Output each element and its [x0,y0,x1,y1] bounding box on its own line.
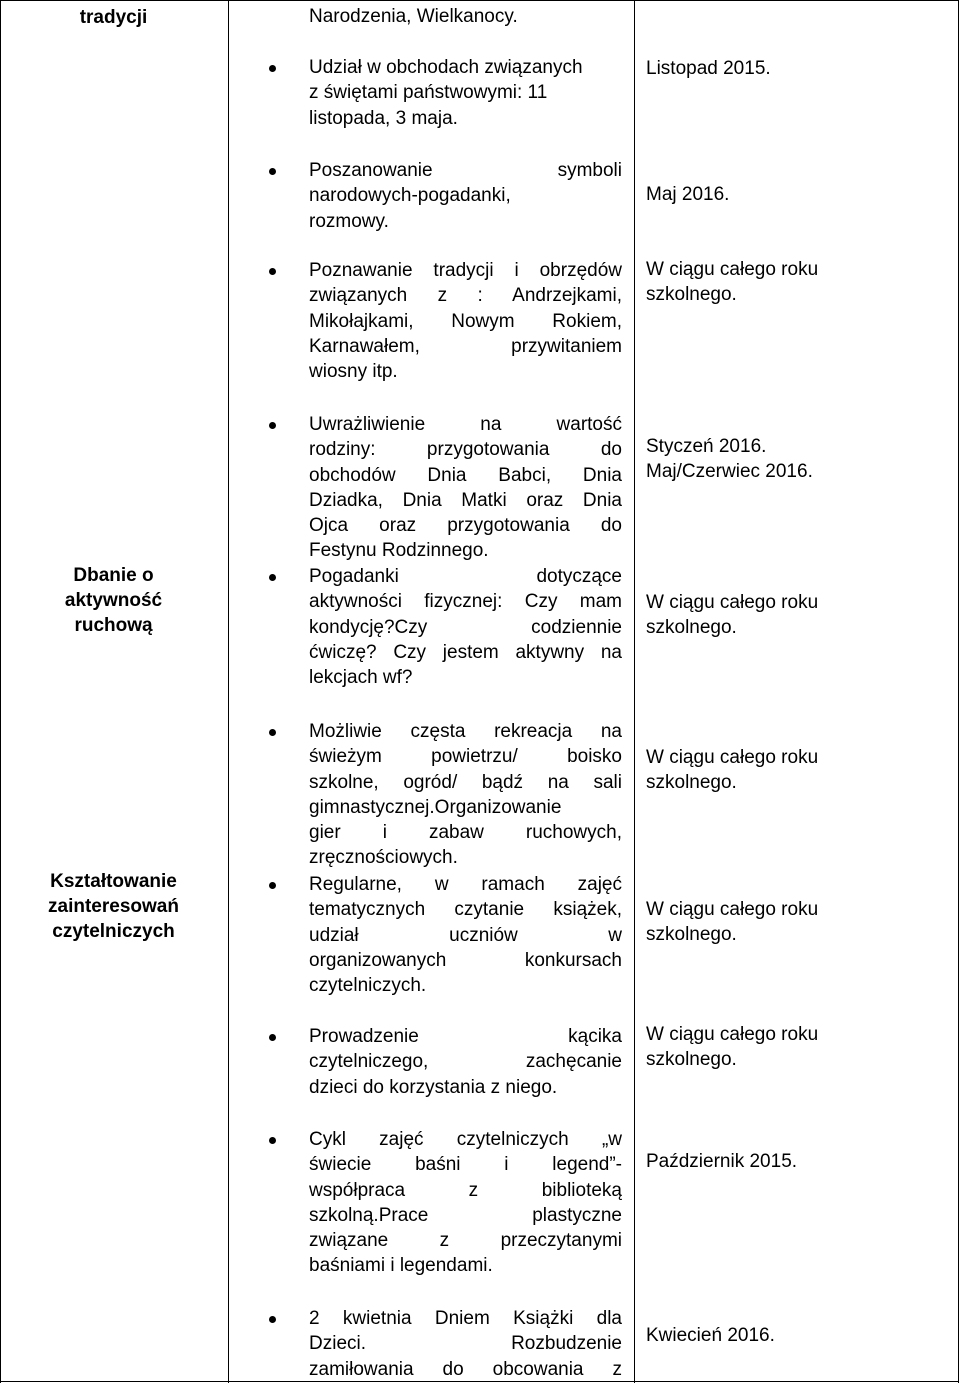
item-line: Uwrażliwienie na wartość [309,414,622,435]
item-line: listopada, 3 maja. [309,107,458,129]
table-divider-col1 [228,0,229,1383]
item-line: gier i zabaw ruchowych, [309,822,622,844]
bullet-icon [269,1034,276,1041]
date-kwiecien [646,1323,946,1348]
date-line: Maj/Czerwiec 2016. [646,461,813,482]
date-styczen [646,434,946,484]
item-line: wiosny itp. [309,361,398,383]
date-line: szkolnego. [646,1049,737,1070]
item-line: czytelniczego, zachęcanie [309,1051,622,1073]
bullet-icon [269,65,276,72]
bullet-icon [269,1316,276,1323]
date-line: szkolnego. [646,924,737,945]
date-caly-rok-2 [646,590,946,640]
date-listopad [646,56,946,81]
item-line: 2 kwietnia Dniem Książki dla [309,1308,622,1329]
item-line: z świętami państwowymi: 11 [309,82,548,104]
date-line: Maj 2016. [646,184,730,205]
item-line: udział uczniów w [309,924,622,946]
bullet-icon [269,1137,276,1144]
date-line: szkolnego. [646,772,737,793]
category-line: tradycji [79,7,148,28]
item-line: kondycję?Czy codziennie [309,616,622,638]
item-line: lekcjach wf? [309,667,413,689]
table-divider-col2 [634,0,635,1383]
category-line: czytelniczych [52,921,175,942]
item-line: narodowych-pogadanki, [309,185,511,207]
item-line: dzieci do korzystania z niego. [309,1076,558,1098]
bullet-icon [269,729,276,736]
item-line: organizowanych konkursach [309,949,622,971]
date-line: Listopad 2015. [646,58,771,79]
item-line: rodziny: przygotowania do [309,439,622,461]
list-item-kwietnia [309,1306,622,1382]
item-line: współpraca z biblioteką [309,1179,622,1201]
date-line: W ciągu całego roku [646,899,819,920]
list-item-obchody [309,55,622,131]
item-line: świeżym powietrzu/ boisko [309,746,622,768]
list-item-kacik [309,1024,622,1100]
item-line: zamiłowania do obcowania z [309,1358,622,1380]
item-line: baśniami i legendami. [309,1255,493,1277]
category-line: ruchową [74,615,153,636]
item-line: związane z przeczytanymi [309,1230,622,1252]
category-line: Dbanie o [73,565,154,586]
item-line: Cykl zajęć czytelniczych „w [309,1129,622,1150]
item-line: Poznawanie tradycji i obrzędów [309,260,622,281]
date-caly-rok-1 [646,257,946,307]
item-line: Festynu Rodzinnego. [309,540,489,562]
item-line: szkolną.Prace plastyczne [309,1204,622,1226]
date-caly-rok-4 [646,897,946,947]
bullet-icon [269,882,276,889]
category-tradycji [0,5,227,30]
item-line: Regularne, w ramach zajęć [309,874,622,895]
date-maj [646,182,946,207]
category-line: zainteresowań [48,896,179,917]
date-caly-rok-5 [646,1022,946,1072]
bullet-icon [269,168,276,175]
item-line: czytelniczych. [309,975,427,997]
bullet-icon [269,268,276,275]
item-line: Ojca oraz przygotowania do [309,515,622,537]
category-aktywnosc [0,563,227,638]
date-caly-rok-3 [646,745,946,795]
list-item-czytanie [309,872,622,998]
item-line: Pogadanki dotyczące [309,566,622,587]
item-line: świecie baśni i legend”- [309,1154,622,1176]
date-line: Kwiecień 2016. [646,1325,775,1346]
date-line: W ciągu całego roku [646,592,819,613]
item-line: Karnawałem, przywitaniem [309,335,622,357]
list-item-cykl [309,1127,622,1279]
item-line: aktywności fizycznej: Czy mam [309,591,622,613]
list-item-rodzina [309,412,622,564]
date-line: szkolnego. [646,284,737,305]
category-line: Kształtowanie [50,871,177,892]
bullet-icon [269,422,276,429]
category-line: aktywność [64,590,163,611]
bullet-icon [269,574,276,581]
item-line: rozmowy. [309,210,389,232]
item-line: Udział w obchodach związanych [309,57,583,78]
item-line: Poszanowanie symboli [309,160,622,181]
date-line: szkolnego. [646,617,737,638]
date-line: W ciągu całego roku [646,259,819,280]
list-item-rekreacja [309,719,622,871]
item-line: Dziadka, Dnia Matki oraz Dnia [309,489,622,511]
item-line: Narodzenia, Wielkanocy. [309,6,518,27]
table-border-top [0,0,959,1]
list-item-obrzedy [309,258,622,384]
item-line: Dzieci. Rozbudzenie [309,1333,622,1355]
date-line: Październik 2015. [646,1151,798,1172]
item-line: tematycznych czytanie książek, [309,899,622,921]
table-border-right [958,0,959,1383]
category-czytelnictwo [0,869,227,944]
date-pazdziernik [646,1149,946,1174]
date-line: W ciągu całego roku [646,1024,819,1045]
date-line: Styczeń 2016. [646,436,767,457]
list-item-symbole [309,158,622,234]
item-line: Prowadzenie kącika [309,1026,622,1047]
item-line: ćwiczę? Czy jestem aktywny na [309,641,622,663]
item-line: zręcznościowych. [309,847,458,869]
item-line: Mikołajkami, Nowym Rokiem, [309,310,622,332]
date-line: W ciągu całego roku [646,747,819,768]
list-item-pogadanki [309,564,622,690]
table-border-left [0,0,1,1383]
item-line: obchodów Dnia Babci, Dnia [309,464,622,486]
item-line: związanych z : Andrzejkami, [309,285,622,307]
item-line: Możliwie częsta rekreacja na [309,721,622,742]
item-line: gimnastycznej.Organizowanie [309,796,562,818]
item-line: szkolne, ogród/ bądź na sali [309,771,622,793]
list-item-narodzenia [309,4,622,29]
